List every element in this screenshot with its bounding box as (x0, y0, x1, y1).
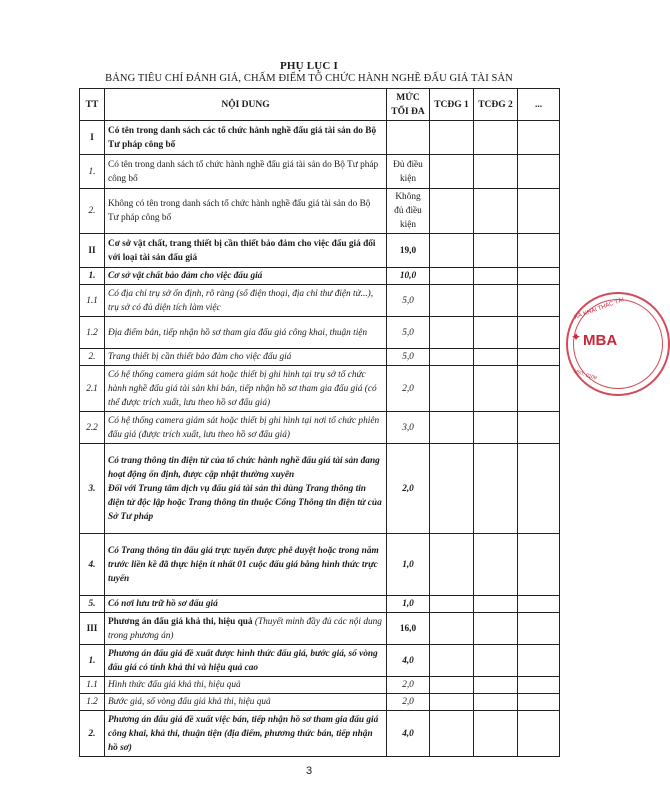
row-number-cell: 1.1 (80, 677, 105, 694)
tcdg2-cell (474, 694, 518, 711)
tcdg1-cell (430, 711, 474, 757)
more-cell (518, 349, 560, 366)
table-row (80, 444, 560, 534)
tcdg1-cell (430, 534, 474, 596)
more-cell (518, 268, 560, 285)
content-italic-text: (Thuyết minh đầy đủ các nội dung trong phương án) (108, 616, 382, 641)
col-header-noi-dung: NỘI DUNG (105, 89, 387, 121)
table-row (80, 366, 560, 412)
tcdg2-cell (474, 444, 518, 534)
tcdg2-cell (474, 234, 518, 268)
tcdg2-cell (474, 349, 518, 366)
tcdg1-cell (430, 366, 474, 412)
tcdg1-cell (430, 596, 474, 613)
company-stamp (563, 292, 633, 402)
max-score-cell: 1,0 (387, 534, 430, 596)
tcdg1-cell (430, 694, 474, 711)
content-cell: Có tên trong danh sách các tổ chức hành nghề đấu giá tài sản do Bộ Tư pháp công bố (105, 121, 387, 155)
content-cell: Không có tên trong danh sách tổ chức hành nghề đấu giá tài sản do Bộ Tư pháp công bố (105, 189, 387, 234)
table-header-row (80, 89, 560, 121)
max-score-cell: 10,0 (387, 268, 430, 285)
max-score-cell: 2,0 (387, 694, 430, 711)
content-cell: Cơ sở vật chất, trang thiết bị cần thiết bảo đảm cho việc đấu giá đối với loại tài sản đấu giá (105, 234, 387, 268)
row-number-cell: 2.1 (80, 366, 105, 412)
table-row (80, 534, 560, 596)
row-number-cell: III (80, 613, 105, 645)
more-cell (518, 412, 560, 444)
max-score-cell: 4,0 (387, 645, 430, 677)
max-score-cell: 5,0 (387, 317, 430, 349)
more-cell (518, 121, 560, 155)
row-number-cell: 4. (80, 534, 105, 596)
tcdg1-cell (430, 677, 474, 694)
content-cell: Có nơi lưu trữ hồ sơ đấu giá (105, 596, 387, 613)
tcdg1-cell (430, 444, 474, 534)
max-score-cell: 16,0 (387, 613, 430, 645)
tcdg1-cell (430, 349, 474, 366)
more-cell (518, 444, 560, 534)
table-row (80, 613, 560, 645)
row-number-cell: 1. (80, 155, 105, 189)
content-cell: Địa điểm bán, tiếp nhận hồ sơ tham gia đấu giá công khai, thuận tiện (105, 317, 387, 349)
max-score-cell: Đủ điều kiện (387, 155, 430, 189)
tcdg1-cell (430, 645, 474, 677)
max-score-cell: 19,0 (387, 234, 430, 268)
tcdg1-cell (430, 121, 474, 155)
appendix-title: PHỤ LỤC I (279, 60, 339, 72)
page-number: 3 (305, 765, 313, 777)
row-number-cell: I (80, 121, 105, 155)
table-row (80, 349, 560, 366)
row-number-cell: 2.2 (80, 412, 105, 444)
table-row (80, 268, 560, 285)
max-score-cell: 2,0 (387, 677, 430, 694)
content-cell: Có hệ thống camera giám sát hoặc thiết bị ghi hình tại nơi tổ chức phiên đấu giá (được trích xuất, lưu theo hồ sơ đấu giá) (105, 412, 387, 444)
row-number-cell: 3. (80, 444, 105, 534)
row-number-cell: 2. (80, 349, 105, 366)
more-cell (518, 677, 560, 694)
table-row (80, 285, 560, 317)
tcdg2-cell (474, 366, 518, 412)
tcdg1-cell (430, 268, 474, 285)
tcdg2-cell (474, 645, 518, 677)
max-score-cell: 5,0 (387, 285, 430, 317)
col-header-muc-toi-da: MỨC TỐI ĐA (387, 89, 430, 121)
max-score-cell: 1,0 (387, 596, 430, 613)
more-cell (518, 366, 560, 412)
evaluation-table (79, 88, 560, 757)
content-cell: Có tên trong danh sách tổ chức hành nghề đấu giá tài sản do Bộ Tư pháp công bố (105, 155, 387, 189)
table-row (80, 121, 560, 155)
tcdg1-cell (430, 412, 474, 444)
row-number-cell: 1. (80, 268, 105, 285)
table-row (80, 234, 560, 268)
tcdg2-cell (474, 677, 518, 694)
table-row (80, 596, 560, 613)
table-row (80, 645, 560, 677)
content-cell: Có địa chỉ trụ sở ổn định, rõ ràng (số điện thoại, địa chỉ thư điện tử...), trụ sở có đủ diện tích làm việc (105, 285, 387, 317)
tcdg2-cell (474, 534, 518, 596)
max-score-cell: 5,0 (387, 349, 430, 366)
col-header-more: ... (518, 89, 560, 121)
col-header-tcdg2: TCĐG 2 (474, 89, 518, 121)
more-cell (518, 534, 560, 596)
content-cell: Hình thức đấu giá khả thi, hiệu quả (105, 677, 387, 694)
tcdg2-cell (474, 285, 518, 317)
max-score-cell: 2,0 (387, 444, 430, 534)
max-score-cell: 4,0 (387, 711, 430, 757)
more-cell (518, 234, 560, 268)
content-cell: Phương án đấu giá đề xuất được hình thức đấu giá, bước giá, số vòng đấu giá có tính khả thi và hiệu quả cao (105, 645, 387, 677)
row-number-cell: 1. (80, 645, 105, 677)
table-row (80, 677, 560, 694)
content-bold-text: Phương án đấu giá khả thi, hiệu quả (108, 616, 253, 627)
max-score-cell: 3,0 (387, 412, 430, 444)
content-cell: Phương án đấu giá đề xuất việc bán, tiếp nhận hồ sơ tham gia đấu giá công khai, khả thi, thuận tiện (địa điểm, phương thức bán, tiếp nhận hồ sơ) (105, 711, 387, 757)
stamp-bottom-text: MST: 0109 (572, 368, 598, 382)
tcdg1-cell (430, 317, 474, 349)
tcdg2-cell (474, 412, 518, 444)
tcdg2-cell (474, 596, 518, 613)
table-subtitle: BẢNG TIÊU CHÍ ĐÁNH GIÁ, CHẤM ĐIỂM TỔ CHỨC HÀNH NGHỀ ĐẤU GIÁ TÀI SẢN (105, 73, 513, 84)
stamp-main-text: MBA (583, 332, 618, 349)
tcdg2-cell (474, 121, 518, 155)
stamp-top-text: XÃ KHAI THÁC TÀI (573, 297, 625, 321)
row-number-cell: II (80, 234, 105, 268)
tcdg1-cell (430, 234, 474, 268)
tcdg2-cell (474, 268, 518, 285)
tcdg1-cell (430, 613, 474, 645)
content-cell: Bước giá, số vòng đấu giá khả thi, hiệu quả (105, 694, 387, 711)
table-row (80, 412, 560, 444)
more-cell (518, 613, 560, 645)
table-row (80, 317, 560, 349)
content-cell: Có trang thông tin điện tử của tổ chức hành nghề đấu giá tài sản đang hoạt động ổn định, được cập nhật thường xuyên Đối với Trung tâm dịch vụ đấu giá tài sản thì dùng Trang thông tin điện tử độc lập hoặc Trang thông tin thuộc Cổng Thông tin điện tử của Sở Tư pháp (105, 444, 387, 534)
more-cell (518, 155, 560, 189)
tcdg1-cell (430, 285, 474, 317)
max-score-cell (387, 121, 430, 155)
content-cell: Trang thiết bị cần thiết bảo đảm cho việc đấu giá (105, 349, 387, 366)
row-number-cell: 2. (80, 189, 105, 234)
max-score-cell: Không đủ điều kiện (387, 189, 430, 234)
tcdg2-cell (474, 155, 518, 189)
row-number-cell: 1.1 (80, 285, 105, 317)
max-score-cell: 2,0 (387, 366, 430, 412)
tcdg2-cell (474, 189, 518, 234)
more-cell (518, 694, 560, 711)
tcdg2-cell (474, 613, 518, 645)
col-header-tcdg1: TCĐG 1 (430, 89, 474, 121)
more-cell (518, 285, 560, 317)
more-cell (518, 596, 560, 613)
tcdg1-cell (430, 155, 474, 189)
tcdg2-cell (474, 711, 518, 757)
tcdg1-cell (430, 189, 474, 234)
more-cell (518, 645, 560, 677)
content-cell: Cơ sở vật chất bảo đảm cho việc đấu giá (105, 268, 387, 285)
row-number-cell: 2. (80, 711, 105, 757)
table-row (80, 189, 560, 234)
row-number-cell: 1.2 (80, 317, 105, 349)
tcdg2-cell (474, 317, 518, 349)
table-row (80, 711, 560, 757)
table-row (80, 694, 560, 711)
row-number-cell: 5. (80, 596, 105, 613)
content-cell: Có Trang thông tin đấu giá trực tuyến được phê duyệt hoặc trong năm trước liền kề đã thực hiện ít nhất 01 cuộc đấu giá bằng hình thức trực tuyến (105, 534, 387, 596)
content-cell (105, 613, 387, 645)
row-number-cell: 1.2 (80, 694, 105, 711)
more-cell (518, 711, 560, 757)
stamp-logo-icon: ✦ (571, 330, 582, 344)
more-cell (518, 317, 560, 349)
more-cell (518, 189, 560, 234)
content-cell: Có hệ thống camera giám sát hoặc thiết bị ghi hình tại trụ sở tổ chức hành nghề đấu giá tài sản khi bán, tiếp nhận hồ sơ tham gia đấu giá (có thể được trích xuất, lưu theo hồ sơ đấu giá) (105, 366, 387, 412)
table-row (80, 155, 560, 189)
col-header-tt: TT (80, 89, 105, 121)
